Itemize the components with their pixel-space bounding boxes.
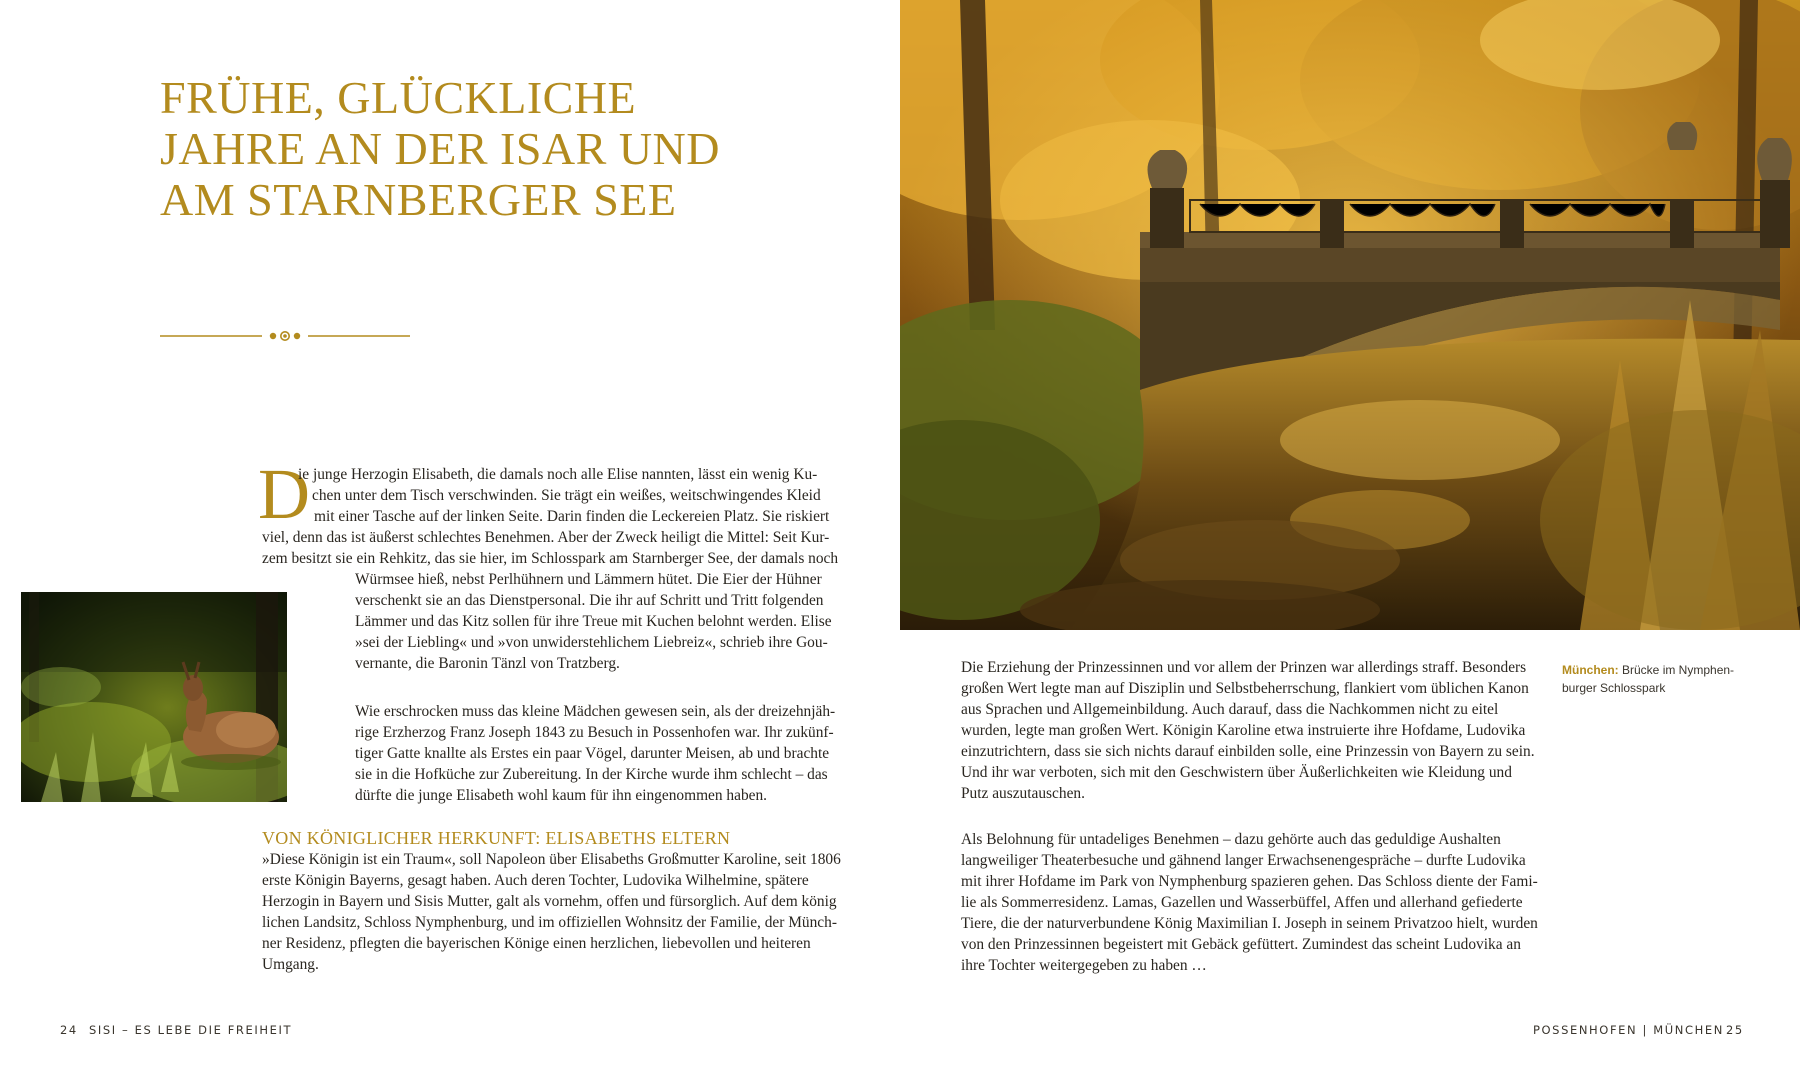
caption-text: burger Schlosspark [1562,681,1666,695]
deer-photo [21,592,287,802]
text-line: einzutrichtern, dass sie sich nichts darauf einbilden solle, eine Prinzessin von Bayern zu sein. [961,743,1535,760]
text-line: Und ihr war verboten, sich mit den Geschwistern über Äußerlichkeiten wie Kleidung und [961,764,1512,781]
page-number-right: 25 [1726,1023,1744,1037]
running-title-left: SISI – ES LEBE DIE FREIHEIT [89,1023,293,1037]
text-line: ner Residenz, pflegten die bayerischen Könige einen herzlichen, liebevollen und heiteren [262,935,811,952]
text-line: lichen Landsitz, Schloss Nymphenburg, und im offiziellen Wohnsitz der Familie, der Münch- [262,914,837,931]
photo-caption [1562,661,1742,697]
text-line: zem besitzt sie ein Rehkitz, das sie hier, im Schlosspark am Starnberger See, der damals noch [262,550,839,567]
text-line: Lämmer und das Kitz sollen für ihre Treue mit Kuchen belohnt werden. Elise [355,613,832,630]
text-line: verschenkt sie an das Dienstpersonal. Die ihr auf Schritt und Tritt folgenden [355,592,824,609]
text-line: Die Erziehung der Prinzessinnen und vor allem der Prinzen war allerdings straff. Besonders [961,659,1527,676]
text-line: rige Erzherzog Franz Joseph 1843 zu Besuch in Possenhofen war. Ihr zukünf- [355,724,834,741]
text-line: mit ihrer Hofdame im Park von Nymphenburg spazieren gehen. Das Schloss diente der Fami- [961,873,1538,890]
text-line: Herzogin in Bayern und Sisis Mutter, galt als vornehm, offen und fürsorglich. Auf dem könig [262,893,837,910]
caption-text: Brücke im Nymphen- [1618,663,1735,677]
text-line: chen unter dem Tisch verschwinden. Sie trägt ein weißes, weitschwingendes Kleid [312,487,821,504]
text-line: Wie erschrocken muss das kleine Mädchen gewesen sein, als der dreizehnjäh- [355,703,836,720]
text-line: tiger Gatte knallte als Erstes ein paar Vögel, darunter Meisen, ab und brachte [355,745,830,762]
text-line: viel, denn das ist äußerst schlechtes Benehmen. Aber der Zweck heiligt die Mittel: Seit Kur- [262,529,830,546]
caption-place: München: [1562,663,1619,677]
text-line: aus Sprachen und Allgemeinbildung. Auch darauf, dass die Nachkommen nicht zu eitel [961,701,1499,718]
title-line: FRÜHE, GLÜCKLICHE [160,72,637,123]
drop-cap: D [258,454,310,534]
text-line: Putz auszutauschen. [961,785,1085,802]
chapter-title [160,72,760,225]
text-line: Würmsee hieß, nebst Perlhühnern und Lämmern hütet. Die Eier der Hühner [355,571,822,588]
bridge-photo [900,0,1800,630]
text-line: Tiere, die der naturverbundene König Maximilian I. Joseph in seinem Privatzoo hielt, wurden [961,915,1538,932]
text-line: wurden, legte man großen Wert. Königin Karoline etwa instruierte ihre Hofdame, Ludovika [961,722,1526,739]
text-line: Als Belohnung für untadeliges Benehmen – dazu gehörte auch das geduldige Aushalten [961,831,1501,848]
text-line: mit einer Tasche auf der linken Seite. Darin finden die Leckereien Platz. Sie riskiert [314,508,830,525]
text-line: lie als Sommerresidenz. Lamas, Gazellen und Wasserbüffel, Affen und allerhand gefiederte [961,894,1523,911]
text-line: langweiliger Theaterbesuche und gähnend langer Erwachsenengespräche – durfte Ludovika [961,852,1526,869]
text-line: »Diese Königin ist ein Traum«, soll Napoleon über Elisabeths Großmutter Karoline, seit 1806 [262,851,841,868]
text-line: »sei der Liebling« und »von unwiderstehlichem Liebreiz«, schrieb ihre Gou- [355,634,828,651]
running-title-right: POSSENHOFEN | MÜNCHEN [1533,1023,1724,1037]
text-line: erste Königin Bayerns, gesagt haben. Auch deren Tochter, Ludovika Wilhelmine, spätere [262,872,809,889]
text-line: großen Wert legte man auf Disziplin und Selbstbeherrschung, flankiert vom üblichen Kanon [961,680,1529,697]
ornament-divider [160,326,410,346]
text-line: von den Prinzessinnen begeistert mit Gebäck gefüttert. Zumindest das scheint Ludovika an [961,936,1521,953]
page-number-left: 24 [60,1023,78,1037]
text-line: vernante, die Baronin Tänzl von Tratzberg. [355,655,620,672]
text-line: ie junge Herzogin Elisabeth, die damals noch alle Elise nannten, lässt ein wenig Ku- [298,466,818,483]
title-line: AM STARNBERGER SEE [160,174,677,225]
text-line: dürfte die junge Elisabeth wohl kaum für ihn eingenommen haben. [355,787,768,804]
section-subheading: VON KÖNIGLICHER HERKUNFT: ELISABETHS ELTERN [262,828,731,848]
text-line: Umgang. [262,956,319,973]
text-line: sie in die Hofküche zur Zubereitung. In der Kirche wurde ihm schlecht – das [355,766,828,783]
text-line: ihre Tochter weitergegeben zu haben … [961,957,1207,974]
title-line: JAHRE AN DER ISAR UND [160,123,720,174]
